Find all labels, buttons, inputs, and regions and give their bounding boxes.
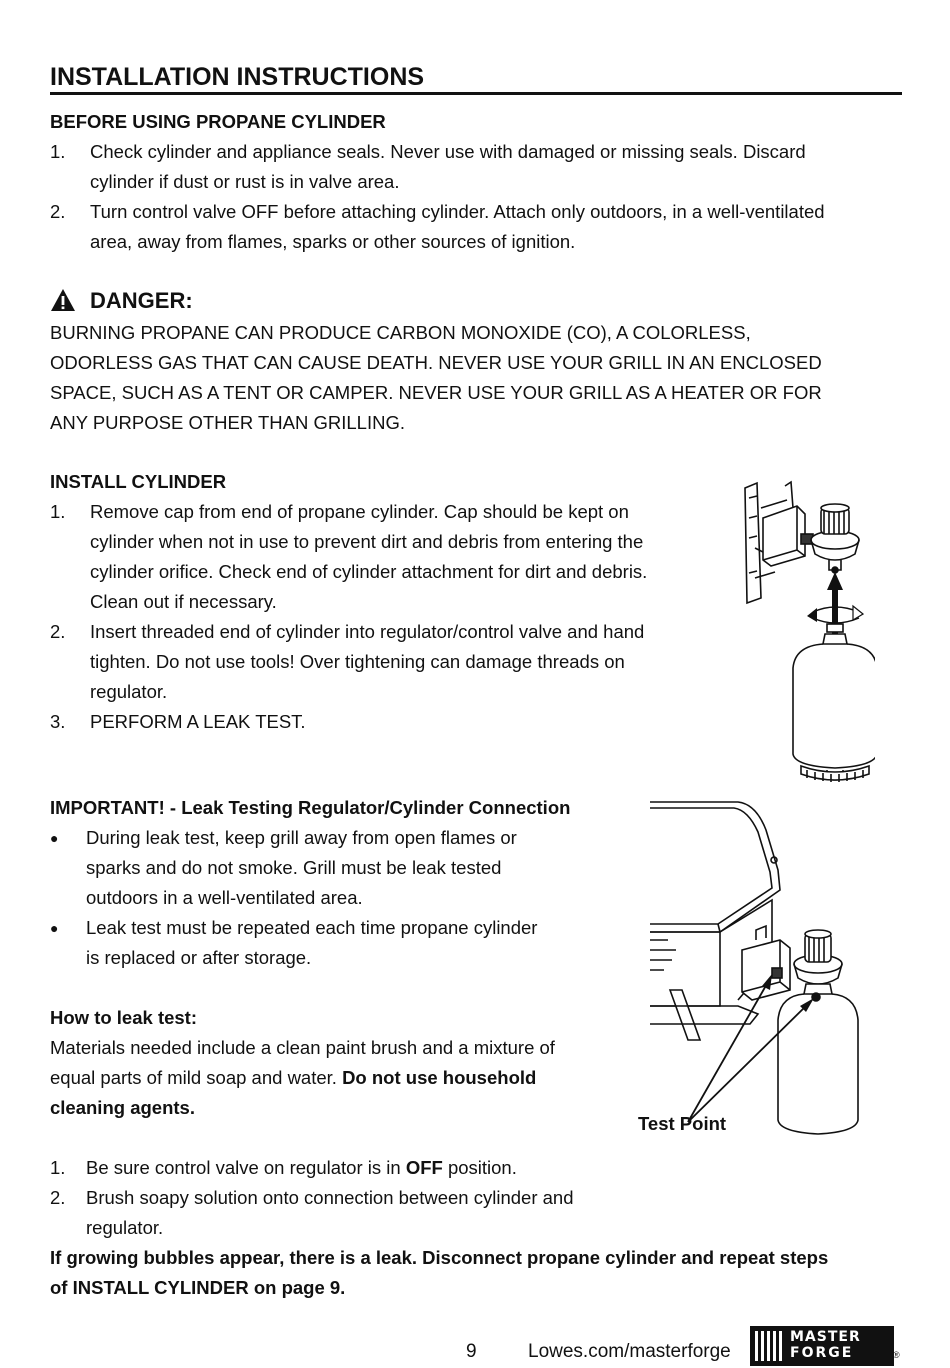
item-number: 3. [50,711,66,732]
danger-line: ANY PURPOSE OTHER THAN GRILLING. [50,412,406,433]
item-line: Check cylinder and appliance seals. Never use with damaged or missing seals. Discard [90,141,806,162]
item-line: tighten. Do not use tools! Over tightening can damage threads on [90,651,625,672]
step-pre: Be sure control valve on regulator is in [86,1157,406,1178]
bullet-line: is replaced or after storage. [86,947,312,968]
cylinder-install-illustration [735,478,875,788]
howto-bold: cleaning agents. [50,1097,195,1118]
item-line: cylinder orifice. Check end of cylinder attachment for dirt and debris. [90,561,648,582]
leak-test-illustration [648,800,863,1140]
logo-text-2: FORGE [790,1345,854,1361]
howto-heading: How to leak test: [50,1007,197,1028]
warning-triangle-icon [50,288,76,312]
masterforge-logo [750,1326,894,1366]
howto-line-2 [50,1063,630,1093]
before-item-1 [50,137,910,197]
before-item-2 [50,197,910,257]
item-number: 1. [50,501,66,522]
howto-line: Materials needed include a clean paint brush and a mixture of [50,1037,555,1058]
danger-text [50,318,920,438]
item-line: Remove cap from end of propane cylinder. Cap should be kept on [90,501,629,522]
item-line: cylinder if dust or rust is in valve area. [90,171,400,192]
footer-url: Lowes.com/masterforge [528,1341,731,1362]
page-number: 9 [466,1341,477,1362]
logo-mark-icon [755,1331,785,1361]
before-heading: BEFORE USING PROPANE CYLINDER [50,111,386,132]
step-bold: OFF [405,1157,443,1178]
page-title: INSTALLATION INSTRUCTIONS [50,62,902,95]
item-line: regulator. [90,681,168,702]
step-number: 2. [50,1187,66,1208]
install-item-2 [50,617,710,707]
install-item-3 [50,707,710,737]
item-line: PERFORM A LEAK TEST. [90,711,306,732]
step-line: Brush soapy solution onto connection between cylinder and [86,1187,574,1208]
step-line: regulator. [86,1217,164,1238]
step-text [86,1153,517,1183]
item-number: 2. [50,621,66,642]
warning-line: of INSTALL CYLINDER on page 9. [50,1277,346,1298]
install-item-1 [50,497,710,617]
important-bullet-1 [50,823,630,913]
bullet-line: outdoors in a well-ventilated area. [86,887,363,908]
bullet-line: sparks and do not smoke. Grill must be leak tested [86,857,502,878]
item-line: cylinder when not in use to prevent dirt and debris from entering the [90,531,644,552]
test-point-label: Test Point [638,1113,727,1134]
bullet-marker: ● [50,830,59,846]
howto-plain: equal parts of mild soap and water. [50,1067,343,1088]
howto-text [50,1033,630,1123]
item-line: Insert threaded end of cylinder into regulator/control valve and hand [90,621,645,642]
danger-line: SPACE, SUCH AS A TENT OR CAMPER. NEVER USE YOUR GRILL AS A HEATER OR FOR [50,382,822,403]
important-heading: IMPORTANT! - Leak Testing Regulator/Cylinder Connection [50,797,571,818]
item-line: Clean out if necessary. [90,591,277,612]
danger-heading: DANGER: [90,288,193,313]
install-heading: INSTALL CYLINDER [50,471,227,492]
item-number: 1. [50,141,66,162]
step-2 [50,1183,650,1243]
step-1 [50,1153,650,1183]
item-number: 2. [50,201,66,222]
item-line: area, away from flames, sparks or other sources of ignition. [90,231,576,252]
step-number: 1. [50,1157,66,1178]
howto-bold: Do not use household [342,1067,537,1088]
danger-line: BURNING PROPANE CAN PRODUCE CARBON MONOXIDE (CO), A COLORLESS, [50,322,751,343]
step-post: position. [442,1157,517,1178]
logo-text-1: MASTER [790,1329,861,1345]
bullet-marker: ● [50,920,59,936]
bullet-line: During leak test, keep grill away from open flames or [86,827,517,848]
leak-warning [50,1243,920,1303]
warning-line: If growing bubbles appear, there is a leak. Disconnect propane cylinder and repeat steps [50,1247,829,1268]
important-bullet-2 [50,913,630,973]
bullet-line: Leak test must be repeated each time propane cylinder [86,917,538,938]
registered-mark: ® [893,1350,900,1360]
danger-line: ODORLESS GAS THAT CAN CAUSE DEATH. NEVER USE YOUR GRILL IN AN ENCLOSED [50,352,822,373]
item-line: Turn control valve OFF before attaching cylinder. Attach only outdoors, in a well-ventilated [90,201,825,222]
